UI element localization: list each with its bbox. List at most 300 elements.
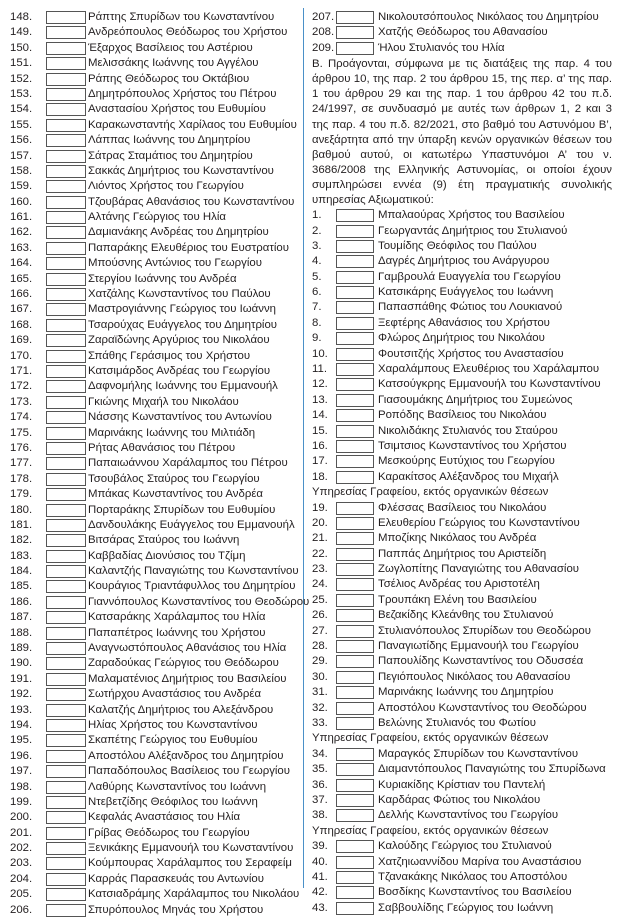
redaction-box [46,242,86,255]
list-item [10,503,298,518]
list-item [312,531,612,546]
list-item [10,518,298,533]
list-item [312,870,612,885]
continued-list [312,10,612,56]
entry-name: Γιαννόπουλος Κωνσταντίνος του Θεοδώρου [88,595,310,608]
redaction-box [46,134,86,147]
entry-name: Σάτρας Σταμάτιος του Δημητρίου [88,149,253,162]
entry-name: Τζανακάκης Νικόλαος του Αποστόλου [378,870,568,883]
list-item [312,239,612,254]
redaction-box [336,363,374,376]
redaction-box [336,840,374,853]
entry-number: 175. [10,426,33,439]
entry-number: 30. [312,670,328,683]
redaction-box [46,365,86,378]
redaction-box [336,717,374,730]
entry-name: Καββαδίας Διονύσιος του Τζίμη [88,549,246,562]
list-item [10,395,298,410]
entry-name: Ανδρεόπουλος Θεόδωρος του Χρήστου [88,26,288,39]
redaction-box [46,119,86,132]
entry-name: Γκιώνης Μιχαήλ του Νικολάου [88,395,239,408]
entry-name: Σπυρόπουλος Μηνάς του Χρήστου [88,903,264,916]
list-item [312,439,612,454]
list-item [10,641,298,656]
entry-number: 26. [312,609,328,622]
entry-number: 6. [312,286,322,299]
list-item [312,424,612,439]
redaction-box [336,779,374,792]
list-item [10,841,298,856]
list-item [10,626,298,641]
entry-number: 14. [312,409,328,422]
list-item [10,564,298,579]
redaction-box [46,73,86,86]
entry-number: 196. [10,749,33,762]
entry-name: Βεζακίδης Κλεάνθης του Στυλιανού [378,609,554,622]
redaction-box [46,550,86,563]
entry-name: Αναστασίου Χρήστος του Ευθυμίου [88,103,266,116]
entry-number: 4. [312,255,322,268]
redaction-box [336,763,374,776]
entry-name: Ντεβετζίδης Θεόφιλος του Ιωάννη [88,795,258,808]
entry-name: Μαλαματένιος Δημήτριος του Βασιλείου [88,672,287,685]
entry-name: Χατζάλης Κωνσταντίνος του Παύλου [88,288,271,301]
entry-number: 172. [10,380,33,393]
entry-name: Τσαρούχας Ευάγγελος του Δημητρίου [88,318,278,331]
redaction-box [46,704,86,717]
entry-name: Γεωργαντάς Δημήτριος του Στυλιανού [378,224,568,237]
entry-number: 3. [312,239,322,252]
entry-number: 41. [312,870,328,883]
entry-name: Καρδάρας Φώτιος του Νικολάου [378,793,541,806]
redaction-box [46,180,86,193]
promotion-list-group-4 [312,839,612,916]
redaction-box [46,580,86,593]
list-item [312,701,612,716]
entry-number: 184. [10,565,33,578]
entry-number: 38. [312,809,328,822]
redaction-box [46,657,86,670]
entry-name: Κούμπουρας Χαράλαμπος του Σεραφείμ [88,857,292,870]
list-item [10,118,298,133]
list-item [10,287,298,302]
redaction-box [336,794,374,807]
list-item [312,885,612,900]
redaction-box [46,642,86,655]
entry-number: 179. [10,488,33,501]
list-item [312,347,612,362]
category-label: Υπηρεσίας Γραφείου, εκτός οργανικών θέσεων [312,824,549,837]
entry-name: Μποζίκης Νικόλαος του Ανδρέα [378,532,537,545]
entry-name: Κουράγιος Τριαντάφυλλος του Δημητρίου [88,580,296,593]
list-item [10,133,298,148]
entry-name: Ζωγλοπίτης Παναγιώτης του Αθανασίου [378,563,580,576]
redaction-box [46,781,86,794]
entry-number: 149. [10,26,33,39]
redaction-box [46,750,86,763]
entry-number: 181. [10,518,33,531]
list-item [10,349,298,364]
entry-number: 42. [312,886,328,899]
paragraph-b: Β. Προάγονται, σύμφωνα με τις διατάξεις της παρ. 4 του άρθρου 10, της παρ. 2 του άρθρου 15, της περ. α’ της παρ. 1 του άρθρου 29 και της παρ. 1 του άρθρου 42 του π.δ. 24/1997, σε συνδυασμό με αυτές των άρθρων 1, 2 και 3 της παρ. 4 του π.δ. 82/2021, στο βαθμό του Αστυνόμου Β’, ανεξάρτητα από την ύπαρξη κενών οργανικών θέσεων του βαθμού αυτού, οι κατωτέρω Υπαστυνόμοι Α’ του ν. 3686/2008 της Ελληνικής Αστυνομίας, οι οποίοι έχουν συμπληρώσει εννέα (9) έτη πραγματικής συνολικής υπηρεσίας Αξιωματικού: [312,58,612,207]
redaction-box [46,719,86,732]
entry-name: Παπασπάθης Φώτιος του Λουκιανού [378,301,563,314]
list-item [312,747,612,762]
redaction-box [46,226,86,239]
list-item [312,901,612,916]
redaction-box [46,288,86,301]
category-label: Υπηρεσίας Γραφείου, εκτός οργανικών θέσεων [312,486,549,499]
entry-number: 12. [312,378,328,391]
list-item [10,856,298,871]
entry-name: Τζουβάρας Αθανάσιος του Κωνσταντίνου [88,195,295,208]
entry-name: Καρακίτσος Αλέξανδρος του Μιχαήλ [378,470,559,483]
list-item [10,703,298,718]
entry-number: 154. [10,103,33,116]
entry-number: 5. [312,270,322,283]
entry-number: 166. [10,288,33,301]
list-item [10,164,298,179]
redaction-box [46,165,86,178]
redaction-box [46,442,86,455]
list-item [10,487,298,502]
entry-name: Κυριακίδης Κρίστιαν του Παντελή [378,778,546,791]
promotion-list-group-1 [312,208,612,485]
entry-number: 151. [10,57,33,70]
redaction-box [46,611,86,624]
entry-name: Φλέσσας Βασίλειος του Νικολάου [378,501,547,514]
list-item [10,179,298,194]
list-item [312,808,612,823]
entry-number: 170. [10,349,33,362]
redaction-box [336,502,374,515]
entry-number: 16. [312,439,328,452]
redaction-box [336,886,374,899]
entry-name: Τουμίδης Θεόφιλος του Παύλου [378,239,537,252]
promotion-list-group-3 [312,747,612,824]
list-item [312,25,612,40]
redaction-box [336,26,374,39]
entry-number: 150. [10,41,33,54]
redaction-box [46,688,86,701]
entry-name: Πεγιόπουλος Νικόλαος του Αθανασίου [378,670,571,683]
entry-name: Τσιμτσιος Κωνσταντίνος του Χρήστου [378,439,567,452]
entry-name: Καρακωνσταντής Χαρίλαος του Ευθυμίου [88,118,297,131]
entry-number: 43. [312,901,328,914]
redaction-box [46,904,86,917]
redaction-box [336,532,374,545]
redaction-box [46,827,86,840]
list-item [312,762,612,777]
entry-number: 168. [10,318,33,331]
list-item [10,426,298,441]
redaction-box [46,334,86,347]
redaction-box [336,871,374,884]
list-item [10,102,298,117]
list-item [10,826,298,841]
entry-name: Δελλής Κωνσταντίνος του Γεωργίου [378,809,559,822]
entry-name: Μεσκούρης Ευτύχιος του Γεωργίου [378,455,555,468]
entry-number: 28. [312,640,328,653]
entry-name: Ήλου Στυλιανός του Ηλία [378,41,505,54]
entry-name: Ράπης Θεόδωρος του Οκτάβιου [88,72,250,85]
redaction-box [46,596,86,609]
redaction-box [336,240,374,253]
entry-number: 158. [10,164,33,177]
entry-number: 177. [10,457,33,470]
entry-number: 32. [312,701,328,714]
promotion-list-group-2 [312,501,612,732]
entry-name: Μπαλαούρας Χρήστος του Βασιλείου [378,209,565,222]
entry-number: 202. [10,842,33,855]
entry-number: 20. [312,516,328,529]
list-item [312,778,612,793]
list-item [10,379,298,394]
entry-name: Αποστόλου Αλέξανδρος του Δημητρίου [88,749,284,762]
entry-number: 19. [312,501,328,514]
list-item [312,593,612,608]
entry-name: Πορταράκης Σπυρίδων του Ευθυμίου [88,503,276,516]
list-item [10,780,298,795]
entry-number: 204. [10,872,33,885]
entry-name: Καλούδης Γεώργιος του Στυλιανού [378,840,552,853]
redaction-box [336,317,374,330]
entry-number: 10. [312,347,328,360]
category-label: Υπηρεσίας Γραφείου, εκτός οργανικών θέσεων [312,732,549,745]
entry-name: Διαμαντόπουλος Παναγιώτης του Σπυρίδωνα [378,763,606,776]
column-divider [303,8,304,888]
redaction-box [46,57,86,70]
entry-number: 203. [10,857,33,870]
list-item [10,887,298,902]
entry-name: Λάππας Ιωάννης του Δημητρίου [88,134,251,147]
entry-number: 34. [312,747,328,760]
list-item [312,670,612,685]
list-item [10,25,298,40]
redaction-box [46,396,86,409]
entry-number: 21. [312,532,328,545]
list-item [10,195,298,210]
list-item [312,839,612,854]
entry-name: Κεφαλάς Αναστάσιος του Ηλία [88,811,241,824]
entry-number: 40. [312,855,328,868]
entry-number: 201. [10,826,33,839]
entry-number: 25. [312,593,328,606]
list-item [10,256,298,271]
list-item [10,903,298,918]
entry-name: Φλώρος Δημήτριος του Νικολάου [378,332,545,345]
entry-name: Λιόντος Χρήστος του Γεωργίου [88,180,244,193]
left-column [10,10,310,918]
entry-number: 195. [10,734,33,747]
redaction-box [336,809,374,822]
list-item [10,610,298,625]
entry-name: Βιτσάρας Σταύρος του Ιωάννη [88,534,240,547]
list-item [312,270,612,285]
list-item [10,718,298,733]
entry-name: Λαθύρης Κωνσταντίνος του Ιωάννη [88,780,267,793]
entry-name: Γιασουμάκης Δημήτριος του Συμεώνος [378,393,573,406]
redaction-box [46,765,86,778]
entry-name: Τσουβάλος Σταύρος του Γεωργίου [88,472,260,485]
entry-number: 35. [312,763,328,776]
entry-number: 39. [312,840,328,853]
entry-number: 7. [312,301,322,314]
list-item [312,285,612,300]
entry-number: 206. [10,903,33,916]
entry-name: Καλατζής Δημήτριος του Αλεξάνδρου [88,703,274,716]
entry-number: 156. [10,134,33,147]
entry-number: 205. [10,888,33,901]
list-item [312,793,612,808]
entry-number: 2. [312,224,322,237]
entry-name: Δαμιανάκης Ανδρέας του Δημητρίου [88,226,269,239]
entry-name: Παππάς Δημήτριος του Αριστείδη [378,547,547,560]
list-item [10,872,298,887]
entry-number: 188. [10,626,33,639]
entry-name: Μαραγκός Σπυρίδων του Κωνσταντίνου [378,747,579,760]
entry-name: Αποστόλου Κωνσταντίνος του Θεοδώρου [378,701,587,714]
list-item [312,41,612,56]
redaction-box [336,332,374,345]
entry-number: 36. [312,778,328,791]
entry-name: Μαρινάκης Ιωάννης του Δημητρίου [378,686,554,699]
list-item [10,533,298,548]
entry-name: Έξαρχος Βασίλειος του Αστέριου [88,41,253,54]
entry-number: 152. [10,72,33,85]
list-item [10,318,298,333]
list-item [10,272,298,287]
entry-number: 171. [10,364,33,377]
entry-name: Βοσδίκης Κωνσταντίνος του Βασιλείου [378,886,572,899]
entry-name: Κατσικάρης Ευάγγελος του Ιωάννη [378,286,554,299]
redaction-box [336,748,374,761]
redaction-box [46,627,86,640]
entry-number: 160. [10,195,33,208]
redaction-box [336,686,374,699]
list-item [10,210,298,225]
entry-name: Σωτήρχου Αναστάσιος του Ανδρέα [88,688,262,701]
list-item [10,72,298,87]
redaction-box [336,655,374,668]
entry-name: Ζαραϊδώνης Αργύριος του Νικολάου [88,334,270,347]
entry-name: Γαμβρουλά Ευαγγελία του Γεωργίου [378,270,561,283]
redaction-box [336,255,374,268]
list-item [10,595,310,610]
entry-number: 29. [312,655,328,668]
entry-number: 207. [312,11,335,23]
entry-name: Γρίβας Θεόδωρος του Γεωργίου [88,826,250,839]
redaction-box [46,734,86,747]
entry-name: Μπάκας Κωνσταντίνος του Ανδρέα [88,488,263,501]
redaction-box [336,440,374,453]
entry-number: 208. [312,26,335,39]
redaction-box [336,271,374,284]
redaction-box [46,504,86,517]
redaction-box [336,517,374,530]
redaction-box [336,455,374,468]
redaction-box [46,519,86,532]
redaction-box [46,796,86,809]
list-item [10,333,298,348]
list-item [312,208,612,223]
list-item [10,56,298,71]
redaction-box [46,88,86,101]
right-column [312,10,612,916]
entry-name: Μαστρογιάννης Γεώργιος του Ιωάννη [88,303,276,316]
entry-name: Νικολιδάκης Στυλιανός του Σταύρου [378,424,558,437]
redaction-box [336,563,374,576]
list-item [312,716,612,731]
list-item [10,302,298,317]
list-item [312,224,612,239]
entry-name: Τρουπάκη Ελένη του Βασιλείου [378,593,537,606]
entry-number: 148. [10,11,33,23]
redaction-box [336,625,374,638]
entry-name: Μελισσάκης Ιωάννης του Αγγέλου [88,57,259,70]
entry-number: 155. [10,118,33,131]
entry-number: 197. [10,765,33,778]
entry-name: Κατσαράκης Χαράλαμπος του Ηλία [88,611,266,624]
redaction-box [46,857,86,870]
redaction-box [336,578,374,591]
list-item [312,10,612,25]
list-item [312,654,612,669]
entry-number: 192. [10,688,33,701]
entry-name: Παπαδόπουλος Βασίλειος του Γεωργίου [88,765,290,778]
entry-number: 27. [312,624,328,637]
redaction-box [336,394,374,407]
entry-name: Αναγνωστόπουλος Αθανάσιος του Ηλία [88,642,287,655]
entry-number: 22. [312,547,328,560]
redaction-box [46,473,86,486]
entry-number: 159. [10,180,33,193]
redaction-box [336,594,374,607]
redaction-box [46,26,86,39]
list-item [10,241,298,256]
redaction-box [46,150,86,163]
list-item [10,472,298,487]
entry-number: 167. [10,303,33,316]
redaction-box [46,888,86,901]
list-item [312,608,612,623]
entry-number: 11. [312,363,327,376]
redaction-box [336,856,374,869]
entry-number: 198. [10,780,33,793]
list-item [10,87,298,102]
redaction-box [336,286,374,299]
entry-name: Χατζής Θεόδωρος του Αθανασίου [378,26,548,39]
entry-name: Παπαπέτρος Ιωάννης του Χρήστου [88,626,266,639]
redaction-box [336,11,374,24]
entry-name: Δημητρόπουλος Χρήστος του Πέτρου [88,87,277,100]
entry-number: 9. [312,332,322,345]
entry-name: Στεργίου Ιωάννης του Ανδρέα [88,272,237,285]
entry-name: Νάσσης Κωνσταντίνος του Αντωνίου [88,411,272,424]
redaction-box [336,640,374,653]
entry-name: Ξενικάκης Εμμανουήλ του Κωνσταντίνου [88,842,294,855]
entry-number: 186. [10,595,33,608]
entry-name: Κατσιμάρδος Ανδρέας του Γεωργίου [88,364,271,377]
list-item [10,456,298,471]
list-item [10,364,298,379]
redaction-box [46,427,86,440]
entry-number: 162. [10,226,33,239]
list-item [312,562,612,577]
list-item [312,470,612,485]
entry-number: 190. [10,657,33,670]
list-item [312,377,612,392]
